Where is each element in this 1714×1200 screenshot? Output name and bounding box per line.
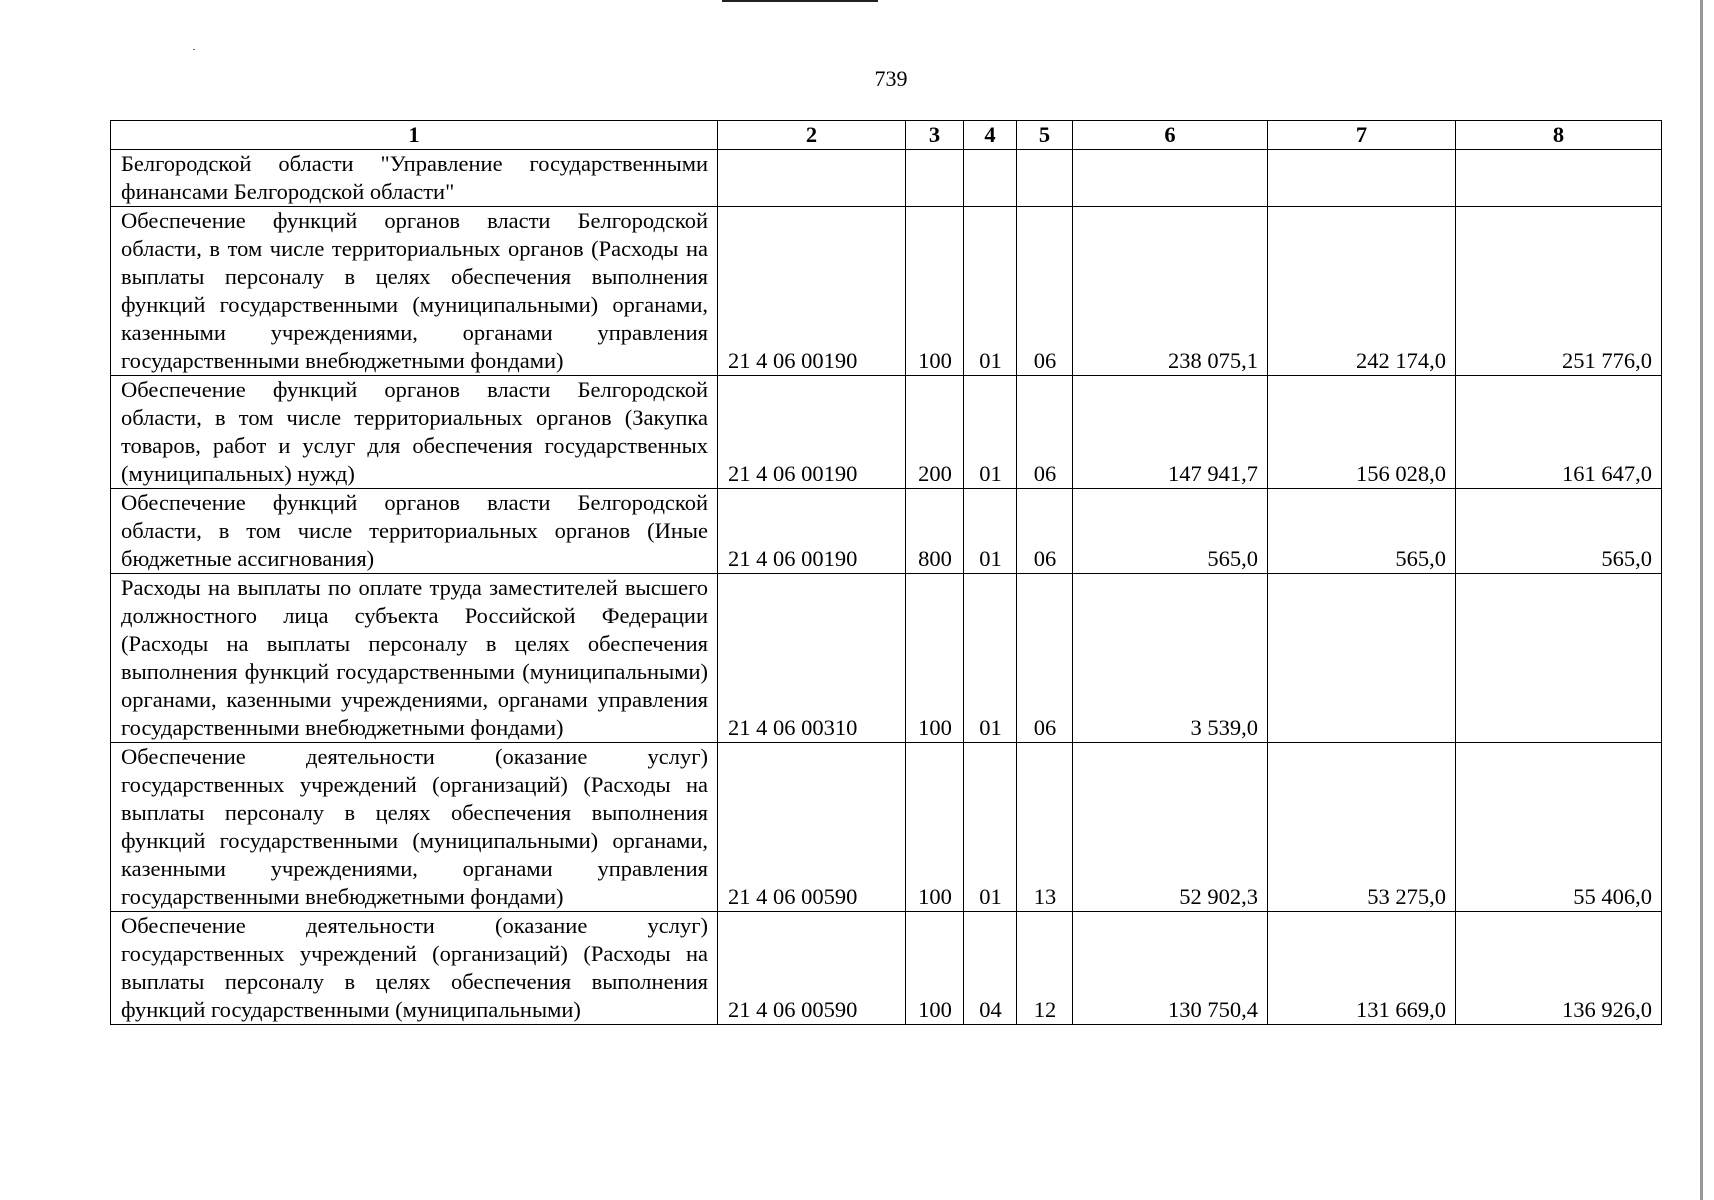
row-value-8: 55 406,0 xyxy=(1456,743,1662,912)
table-row xyxy=(111,743,1662,912)
col-header-8: 8 xyxy=(1456,121,1662,150)
row-value-7 xyxy=(1268,150,1456,207)
row-value-7 xyxy=(1268,574,1456,743)
row-value-6: 3 539,0 xyxy=(1073,574,1268,743)
scan-right-edge xyxy=(1700,0,1703,1200)
row-col4 xyxy=(964,150,1017,207)
col-header-6: 6 xyxy=(1073,121,1268,150)
col-header-7: 7 xyxy=(1268,121,1456,150)
row-value-8: 565,0 xyxy=(1456,489,1662,574)
row-code: 21 4 06 00590 xyxy=(718,743,906,912)
row-col3: 100 xyxy=(906,574,964,743)
column-number-row xyxy=(111,121,1662,150)
row-col4: 01 xyxy=(964,743,1017,912)
row-value-8 xyxy=(1456,150,1662,207)
row-col4: 01 xyxy=(964,207,1017,376)
row-col5: 12 xyxy=(1017,912,1073,1025)
row-value-8 xyxy=(1456,574,1662,743)
row-code: 21 4 06 00190 xyxy=(718,207,906,376)
row-col4: 01 xyxy=(964,376,1017,489)
col-header-4: 4 xyxy=(964,121,1017,150)
row-value-6: 565,0 xyxy=(1073,489,1268,574)
row-col5: 06 xyxy=(1017,207,1073,376)
top-edge-line xyxy=(722,0,878,2)
row-name: Белгородской области "Управление государственными финансами Белгородской области" xyxy=(111,150,718,207)
row-code: 21 4 06 00590 xyxy=(718,912,906,1025)
row-col5 xyxy=(1017,150,1073,207)
budget-table xyxy=(110,120,1662,1025)
page-number: 739 xyxy=(874,66,908,91)
row-col5: 06 xyxy=(1017,376,1073,489)
row-col4: 01 xyxy=(964,489,1017,574)
row-name: Обеспечение деятельности (оказание услуг) государственных учреждений (организаций) (Расходы на выплаты персоналу в целях обеспечения выполнения функций государственными (муниципальными) xyxy=(111,912,718,1025)
table-row xyxy=(111,207,1662,376)
row-value-8: 161 647,0 xyxy=(1456,376,1662,489)
row-col5: 06 xyxy=(1017,489,1073,574)
row-value-6: 147 941,7 xyxy=(1073,376,1268,489)
row-code: 21 4 06 00190 xyxy=(718,376,906,489)
row-col3: 800 xyxy=(906,489,964,574)
row-name: Обеспечение функций органов власти Белгородской области, в том числе территориальных органов (Расходы на выплаты персоналу в целях обеспечения выполнения функций государственными (муниципальными) органами, казенными учреждениями, органами управления государственными внебюджетными фондами) xyxy=(111,207,718,376)
row-col3: 100 xyxy=(906,207,964,376)
row-col3: 200 xyxy=(906,376,964,489)
row-name: Обеспечение деятельности (оказание услуг) государственных учреждений (организаций) (Расходы на выплаты персоналу в целях обеспечения выполнения функций государственными (муниципальными) органами, казенными учреждениями, органами управления государственными внебюджетными фондами) xyxy=(111,743,718,912)
table-row xyxy=(111,489,1662,574)
row-value-7: 131 669,0 xyxy=(1268,912,1456,1025)
row-name: Обеспечение функций органов власти Белгородской области, в том числе территориальных органов (Иные бюджетные ассигнования) xyxy=(111,489,718,574)
table-row xyxy=(111,574,1662,743)
row-col3: 100 xyxy=(906,912,964,1025)
row-value-7: 53 275,0 xyxy=(1268,743,1456,912)
row-name: Обеспечение функций органов власти Белгородской области, в том числе территориальных органов (Закупка товаров, работ и услуг для обеспечения государственных (муниципальных) нужд) xyxy=(111,376,718,489)
row-value-8: 251 776,0 xyxy=(1456,207,1662,376)
row-value-7: 156 028,0 xyxy=(1268,376,1456,489)
col-header-5: 5 xyxy=(1017,121,1073,150)
row-value-6 xyxy=(1073,150,1268,207)
row-value-7: 565,0 xyxy=(1268,489,1456,574)
col-header-2: 2 xyxy=(718,121,906,150)
row-col5: 06 xyxy=(1017,574,1073,743)
row-col3 xyxy=(906,150,964,207)
row-code: 21 4 06 00190 xyxy=(718,489,906,574)
row-col4: 04 xyxy=(964,912,1017,1025)
row-code xyxy=(718,150,906,207)
table-row xyxy=(111,376,1662,489)
row-code: 21 4 06 00310 xyxy=(718,574,906,743)
col-header-1: 1 xyxy=(111,121,718,150)
col-header-3: 3 xyxy=(906,121,964,150)
table-row xyxy=(111,912,1662,1025)
row-value-6: 238 075,1 xyxy=(1073,207,1268,376)
table-row xyxy=(111,150,1662,207)
row-value-6: 130 750,4 xyxy=(1073,912,1268,1025)
row-value-8: 136 926,0 xyxy=(1456,912,1662,1025)
scan-speck xyxy=(193,49,195,50)
row-col3: 100 xyxy=(906,743,964,912)
row-col4: 01 xyxy=(964,574,1017,743)
row-name: Расходы на выплаты по оплате труда заместителей высшего должностного лица субъекта Российской Федерации (Расходы на выплаты персоналу в целях обеспечения выполнения функций государственными (муниципальными) органами, казенными учреждениями, органами управления государственными внебюджетными фондами) xyxy=(111,574,718,743)
row-value-6: 52 902,3 xyxy=(1073,743,1268,912)
row-value-7: 242 174,0 xyxy=(1268,207,1456,376)
row-col5: 13 xyxy=(1017,743,1073,912)
